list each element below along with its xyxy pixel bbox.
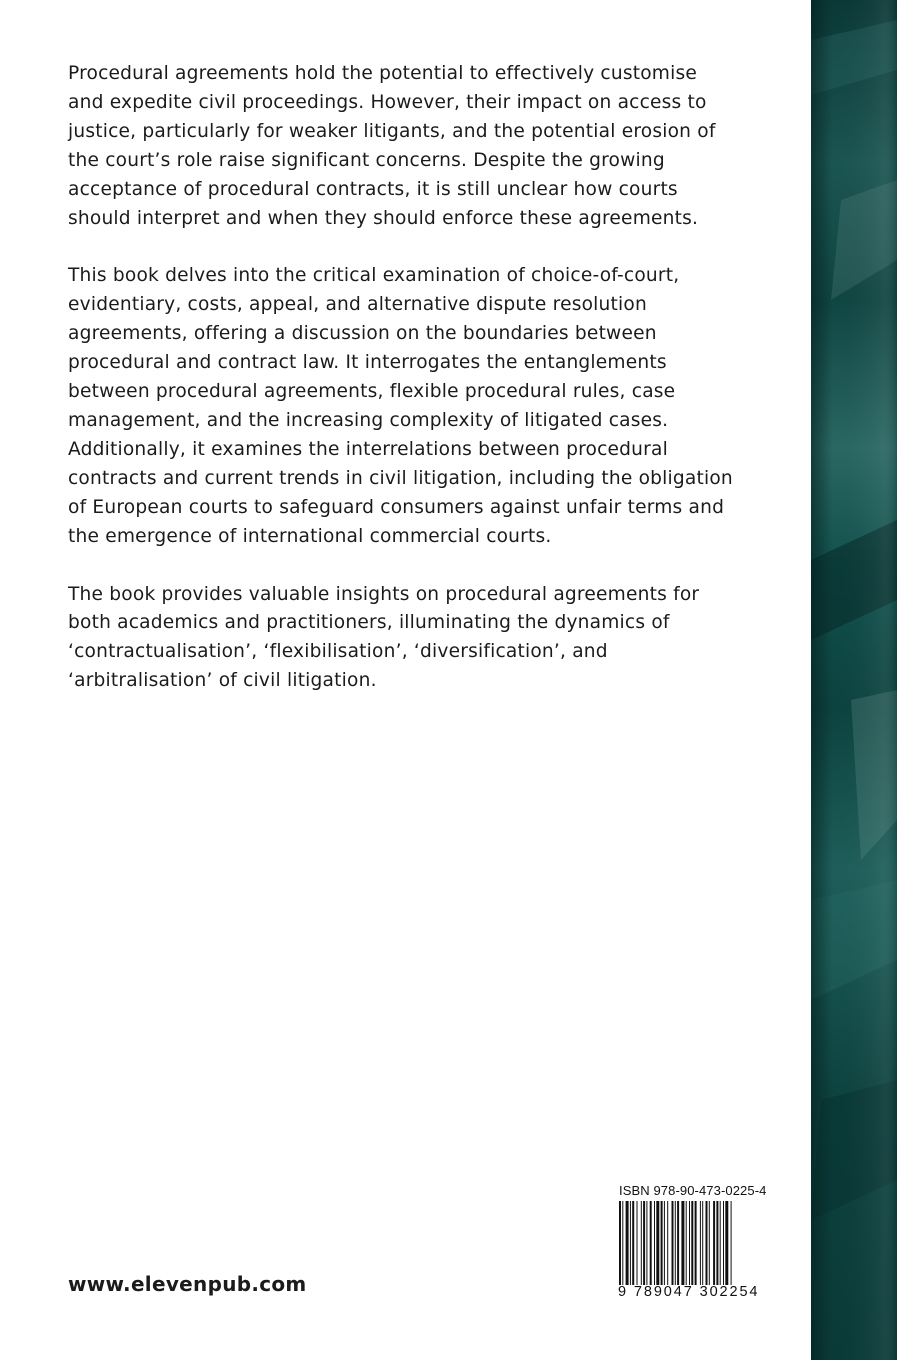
blurb-paragraph-2: This book delves into the critical examination of choice-of-court, evidentiary, costs, appeal, and alternative dispute resolution agreements, offering a discussion on the boundaries between procedural and contract law. It interrogates the entanglements between procedural agreements, flexible procedural rules, case management, and the increasing complexity of litigated cases. Additionally, it examines the interrelations between procedural contracts and current trends in civil litigation, including the obligation of European courts to safeguard consumers against unfair terms and the emergence of international commercial courts. bbox=[68, 265, 733, 547]
barcode-bar bbox=[716, 1201, 718, 1285]
barcode-bar bbox=[675, 1201, 676, 1285]
barcode-bar bbox=[622, 1201, 623, 1285]
barcode-bar bbox=[713, 1201, 715, 1285]
barcode-bar bbox=[723, 1201, 724, 1285]
barcode-bar bbox=[725, 1201, 728, 1285]
barcode-bar bbox=[681, 1201, 684, 1285]
barcode-bar bbox=[641, 1201, 642, 1285]
barcode-bar bbox=[630, 1201, 631, 1285]
barcode-bar bbox=[656, 1201, 659, 1285]
barcode-bar bbox=[637, 1201, 638, 1285]
blurb-paragraph-3: The book provides valuable insights on procedural agreements for both academics and practitioners, illuminating the dynamics of ‘contractualisation’, ‘flexibilisation’, ‘diversification’, and ‘arbitralisation’ of civil litigation. bbox=[68, 583, 700, 692]
barcode-bar bbox=[691, 1201, 693, 1285]
barcode-bar bbox=[720, 1201, 721, 1285]
barcode-bar bbox=[619, 1201, 621, 1285]
barcode-bar bbox=[686, 1201, 687, 1285]
barcode-bar bbox=[646, 1201, 647, 1285]
barcode-bar bbox=[650, 1201, 652, 1285]
back-cover-blurb bbox=[68, 60, 736, 725]
barcode-bar bbox=[664, 1201, 665, 1285]
barcode-bar bbox=[661, 1201, 663, 1285]
isbn-barcode-block bbox=[616, 1179, 786, 1325]
barcode-bar bbox=[677, 1201, 679, 1285]
barcode-bar bbox=[700, 1201, 701, 1285]
publisher-website[interactable]: www.elevenpub.com bbox=[68, 1272, 307, 1296]
barcode-bar bbox=[654, 1201, 655, 1285]
barcode-bar bbox=[667, 1201, 668, 1285]
barcode-bar bbox=[672, 1201, 674, 1285]
barcode-bar bbox=[706, 1201, 708, 1285]
barcode-bar bbox=[643, 1201, 645, 1285]
barcode-bar bbox=[689, 1201, 690, 1285]
barcode-digits: 9 789047 302254 bbox=[618, 1284, 760, 1300]
barcode-icon bbox=[619, 1201, 783, 1285]
barcode-bar bbox=[702, 1201, 703, 1285]
barcode-bar bbox=[632, 1201, 634, 1285]
spine-artwork bbox=[811, 0, 897, 1360]
barcode-bar bbox=[709, 1201, 710, 1285]
blurb-paragraph-1: Procedural agreements hold the potential to effectively customise and expedite civil proceedings. However, their impact on access to justice, particularly for weaker litigants, and the potential erosion of the court’s role raise significant concerns. Despite the growing acceptance of procedural contracts, it is still unclear how courts should interpret and when they should enforce these agreements. bbox=[68, 63, 716, 229]
barcode-bar bbox=[731, 1201, 732, 1285]
isbn-label: ISBN 978-90-473-0225-4 bbox=[619, 1183, 767, 1198]
barcode-bar bbox=[695, 1201, 697, 1285]
barcode-bar bbox=[626, 1201, 629, 1285]
